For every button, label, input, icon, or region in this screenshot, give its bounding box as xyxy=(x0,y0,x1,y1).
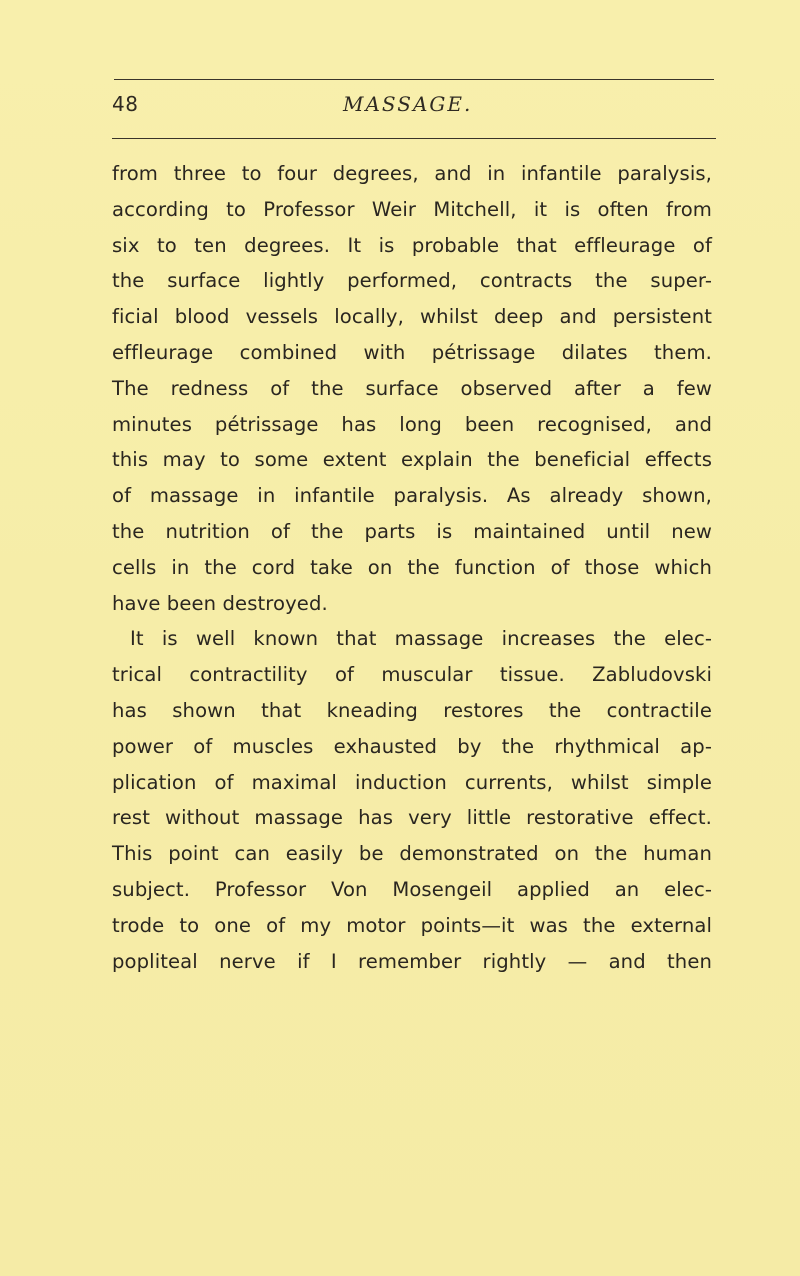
running-head: MASSAGE. xyxy=(343,92,473,116)
text-line: The redness of the surface observed after a few xyxy=(112,376,712,400)
text-line: trical contractility of muscular tissue. Zabludovski xyxy=(112,663,712,687)
text-line: subject. Professor Von Mosengeil applied an elec- xyxy=(112,877,712,901)
text-line: plication of maximal induction currents, whilst simple xyxy=(112,770,712,794)
text-line: this may to some extent explain the beneficial effects xyxy=(112,448,712,472)
text-line: from three to four degrees, and in infantile paralysis, xyxy=(112,162,712,185)
text-line: rest without massage has very little restorative effect. xyxy=(112,806,712,830)
text-line: minutes pétrissage has long been recognised, and xyxy=(112,412,712,436)
text-line: according to Professor Weir Mitchell, it is often from xyxy=(112,197,712,221)
text-line: the surface lightly performed, contracts the super- xyxy=(112,269,712,293)
text-line: This point can easily be demonstrated on the human xyxy=(112,842,712,866)
body-text xyxy=(112,156,712,979)
text-line: effleurage combined with pétrissage dilates them. xyxy=(112,340,712,364)
text-line: the nutrition of the parts is maintained until new xyxy=(112,519,712,543)
text-line: has shown that kneading restores the contractile xyxy=(112,698,712,722)
text-line: It is well known that massage increases the elec- xyxy=(130,627,712,651)
text-line: power of muscles exhausted by the rhythmical ap- xyxy=(112,734,712,758)
text-line: six to ten degrees. It is probable that effleurage of xyxy=(112,233,712,257)
text-line: ficial blood vessels locally, whilst deep and persistent xyxy=(112,305,712,329)
text-line: trode to one of my motor points—it was the external xyxy=(112,913,712,937)
text-line: cells in the cord take on the function of those which xyxy=(112,555,712,579)
text-line: popliteal nerve if I remember rightly — and then xyxy=(112,949,712,973)
header-rule-top xyxy=(114,79,714,80)
header-rule-bottom xyxy=(112,138,716,139)
text-line: have been destroyed. xyxy=(112,591,328,615)
page-number: 48 xyxy=(112,92,139,116)
text-line: of massage in infantile paralysis. As already shown, xyxy=(112,484,712,508)
